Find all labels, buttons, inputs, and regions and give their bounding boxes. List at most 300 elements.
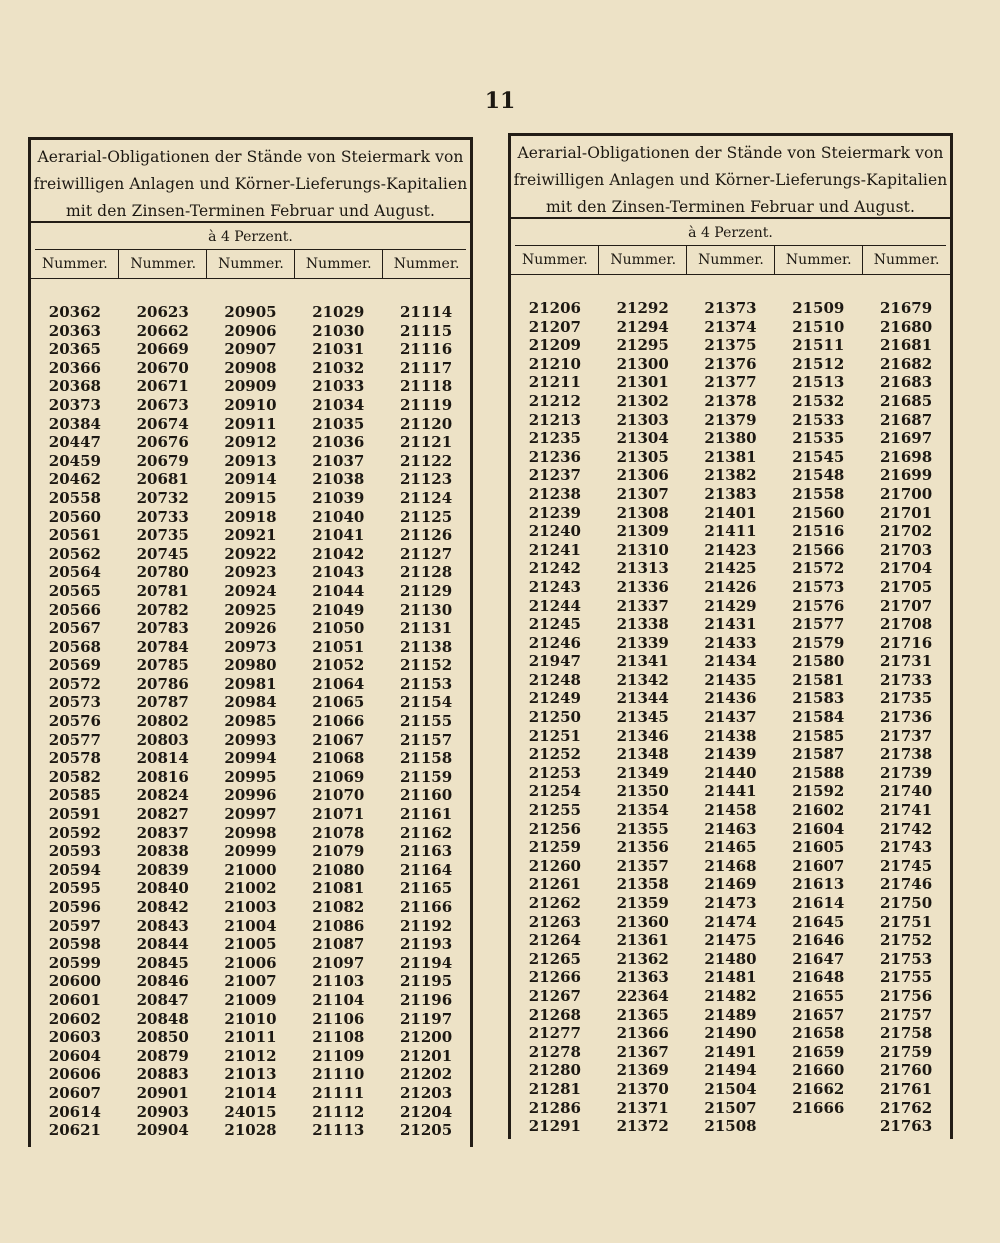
bond-number: 21253 (528, 763, 581, 782)
bond-number: 21262 (528, 894, 581, 912)
bond-number: 21756 (879, 986, 933, 1005)
bond-number: 21426 (704, 577, 757, 596)
bond-number: 21708 (879, 615, 933, 634)
bond-number: 21458 (704, 801, 757, 820)
bond-number: 21256 (528, 819, 581, 838)
bond-number: 21425 (704, 559, 757, 578)
bond-number: 21250 (528, 708, 581, 727)
bond-number: 21212 (528, 391, 581, 410)
number-column (207, 250, 295, 1141)
bond-number: 21682 (879, 354, 933, 373)
bond-number: 20993 (224, 730, 277, 749)
bond-number: 21342 (616, 670, 669, 689)
bond-number: 20844 (136, 935, 189, 954)
bond-number: 21118 (399, 377, 453, 396)
bond-number: 21740 (879, 782, 933, 801)
bond-number: 20839 (136, 860, 189, 879)
bond-number: 20567 (48, 619, 101, 638)
bond-number: 21159 (399, 767, 453, 786)
bond-number: 21235 (528, 429, 581, 448)
bond-number: 21510 (792, 317, 845, 336)
bond-number: 21291 (528, 1117, 581, 1136)
bond-number: 21197 (399, 1009, 453, 1028)
bond-number: 20561 (48, 526, 101, 545)
bond-number: 20670 (136, 358, 189, 377)
bond-number: 21349 (616, 763, 669, 782)
bond-number: 21281 (528, 1079, 581, 1098)
bond-number: 21050 (312, 619, 365, 638)
bond-number: 21482 (704, 986, 757, 1005)
bond-number: 21067 (312, 730, 365, 749)
bond-number: 20597 (48, 916, 101, 935)
bond-number: 21010 (224, 1009, 277, 1028)
bond-number: 21268 (528, 1005, 581, 1024)
bond-number: 21128 (399, 563, 453, 582)
bond-number: 20679 (136, 451, 189, 470)
bond-number: 20602 (48, 1009, 101, 1028)
bond-number: 20606 (48, 1065, 101, 1084)
bond-number: 21255 (528, 801, 581, 820)
bond-number: 21745 (879, 856, 933, 875)
bond-number: 21508 (704, 1117, 757, 1136)
bond-number: 21104 (312, 990, 365, 1009)
bond-number: 21030 (312, 321, 365, 340)
bond-number: 20368 (48, 377, 101, 396)
bond-number: 21742 (879, 819, 933, 838)
bond-number: 21434 (704, 652, 757, 671)
bond-number: 21739 (879, 763, 933, 782)
bond-number: 21044 (312, 581, 365, 600)
bond-number: 21370 (616, 1079, 669, 1098)
bond-number: 21264 (528, 931, 581, 950)
bond-number: 20981 (224, 674, 277, 693)
table-title (31, 140, 470, 223)
number-column (119, 250, 207, 1141)
bond-number: 21746 (879, 875, 933, 894)
bond-number: 21011 (224, 1028, 277, 1047)
bond-number: 21679 (879, 299, 933, 317)
bond-number: 21196 (399, 990, 453, 1009)
bond-number: 20922 (224, 544, 277, 563)
bond-number: 21086 (312, 916, 365, 935)
title-line: Aerarial-Obligationen der Stände von Steiermark von (37, 148, 464, 166)
title-line: freiwilligen Anlagen und Körner-Lieferungs-Kapitalien (33, 175, 468, 193)
bond-number: 21029 (312, 303, 365, 321)
bond-number: 20883 (136, 1065, 189, 1084)
bond-number: 21614 (792, 894, 845, 912)
bond-number: 21737 (879, 726, 933, 745)
bond-number: 20994 (224, 749, 277, 768)
bond-number: 21704 (879, 559, 933, 578)
bond-number: 21362 (616, 949, 669, 968)
bond-number: 21065 (312, 693, 365, 712)
bond-number: 21356 (616, 838, 669, 857)
bond-number: 21097 (312, 953, 365, 972)
bond-number: 21242 (528, 559, 581, 578)
bond-number: 21741 (879, 801, 933, 820)
bond-number: 21707 (879, 596, 933, 615)
bond-number: 20824 (136, 786, 189, 805)
bond-number: 21154 (399, 693, 453, 712)
bond-number: 21511 (792, 336, 845, 355)
bond-number: 21260 (528, 856, 581, 875)
bond-number: 22364 (616, 986, 669, 1005)
bond-number: 20904 (136, 1121, 189, 1140)
bond-number: 21560 (792, 503, 845, 522)
bond-number: 20985 (224, 712, 277, 731)
bond-number: 21533 (792, 410, 845, 429)
bond-number: 21239 (528, 503, 581, 522)
bond-table-left (28, 137, 473, 1147)
bond-number: 21032 (312, 358, 365, 377)
bond-number: 20560 (48, 507, 101, 526)
bond-number: 21211 (528, 373, 581, 392)
bond-number: 20827 (136, 805, 189, 824)
bond-number: 20366 (48, 358, 101, 377)
bond-number: 21209 (528, 336, 581, 355)
bond-number: 21440 (704, 763, 757, 782)
bond-number: 21585 (792, 726, 845, 745)
bond-number: 21429 (704, 596, 757, 615)
bond-number: 21306 (616, 466, 669, 485)
bond-number: 21647 (792, 949, 845, 968)
bond-number: 20784 (136, 637, 189, 656)
bond-number: 21005 (224, 935, 277, 954)
bond-number: 21433 (704, 633, 757, 652)
bond-number: 21153 (399, 674, 453, 693)
bond-number: 21516 (792, 522, 845, 541)
bond-number: 21757 (879, 1005, 933, 1024)
bond-number: 21657 (792, 1005, 845, 1024)
bond-number: 21580 (792, 652, 845, 671)
bond-number: 21363 (616, 968, 669, 987)
interest-rate-label: à 4 Perzent. (515, 221, 946, 246)
bond-number: 20600 (48, 972, 101, 991)
column-header: Nummer. (206, 250, 295, 279)
title-line: freiwilligen Anlagen und Körner-Lieferungs-Kapitalien (513, 171, 948, 189)
bond-number: 20564 (48, 563, 101, 582)
bond-number: 20362 (48, 303, 101, 321)
bond-number: 21241 (528, 540, 581, 559)
bond-number: 21437 (704, 708, 757, 727)
bond-number: 21110 (312, 1065, 365, 1084)
bond-number: 21114 (399, 303, 453, 321)
bond-number: 21157 (399, 730, 453, 749)
bond-number: 21034 (312, 395, 365, 414)
bond-number: 20603 (48, 1028, 101, 1047)
bond-number: 21079 (312, 842, 365, 861)
bond-number: 20462 (48, 470, 101, 489)
bond-number: 20838 (136, 842, 189, 861)
bond-number: 21087 (312, 935, 365, 954)
bond-number: 21697 (879, 429, 933, 448)
bond-number: 21439 (704, 745, 757, 764)
bond-number: 21763 (879, 1117, 933, 1136)
bond-number: 21566 (792, 540, 845, 559)
table-title (511, 136, 950, 219)
bond-number: 21733 (879, 670, 933, 689)
bond-number: 20996 (224, 786, 277, 805)
bond-number: 21303 (616, 410, 669, 429)
bond-number: 20921 (224, 526, 277, 545)
bond-number: 21716 (879, 633, 933, 652)
bond-number: 20908 (224, 358, 277, 377)
bond-number: 20802 (136, 712, 189, 731)
bond-number: 20842 (136, 898, 189, 916)
bond-number: 21699 (879, 466, 933, 485)
bond-number: 20816 (136, 767, 189, 786)
bond-number: 20848 (136, 1009, 189, 1028)
bond-number: 21463 (704, 819, 757, 838)
bond-number: 21687 (879, 410, 933, 429)
bond-number: 21194 (399, 953, 453, 972)
bond-number: 24015 (224, 1102, 277, 1121)
bond-number: 20910 (224, 395, 277, 414)
bond-number: 21431 (704, 615, 757, 634)
bond-number: 21681 (879, 336, 933, 355)
bond-number: 21588 (792, 763, 845, 782)
bond-number: 21736 (879, 708, 933, 727)
bond-number: 21377 (704, 373, 757, 392)
bond-number: 20363 (48, 321, 101, 340)
bond-number: 21246 (528, 633, 581, 652)
bond-number: 21481 (704, 968, 757, 987)
bond-number: 21367 (616, 1042, 669, 1061)
bond-number: 21292 (616, 299, 669, 317)
bond-number: 21473 (704, 894, 757, 912)
bond-number: 21131 (399, 619, 453, 638)
bond-number: 20572 (48, 674, 101, 693)
bond-number: 20997 (224, 805, 277, 824)
bond-number: 21117 (399, 358, 453, 377)
bond-number: 21263 (528, 912, 581, 931)
number-column (774, 246, 862, 1133)
bond-number: 21049 (312, 600, 365, 619)
bond-number: 21750 (879, 894, 933, 912)
bond-number: 21504 (704, 1079, 757, 1098)
bond-number: 21277 (528, 1024, 581, 1043)
bond-number: 20923 (224, 563, 277, 582)
bond-number: 21752 (879, 931, 933, 950)
bond-number: 21381 (704, 447, 757, 466)
bond-number: 21240 (528, 522, 581, 541)
bond-number: 20907 (224, 340, 277, 359)
bond-number: 20607 (48, 1083, 101, 1102)
bond-number: 21126 (399, 526, 453, 545)
bond-number: 21302 (616, 391, 669, 410)
bond-number: 21738 (879, 745, 933, 764)
bond-number: 21304 (616, 429, 669, 448)
bond-number: 21294 (616, 317, 669, 336)
bond-number: 21248 (528, 670, 581, 689)
bond-number: 21645 (792, 912, 845, 931)
bond-number: 20915 (224, 488, 277, 507)
bond-number: 21313 (616, 559, 669, 578)
bond-number: 21129 (399, 581, 453, 600)
bond-number: 21035 (312, 414, 365, 433)
bond-number: 21124 (399, 488, 453, 507)
bond-number: 21480 (704, 949, 757, 968)
bond-number: 21604 (792, 819, 845, 838)
bond-number: 21583 (792, 689, 845, 708)
bond-number: 20814 (136, 749, 189, 768)
bond-number: 20909 (224, 377, 277, 396)
bond-number: 20676 (136, 433, 189, 452)
bond-number: 20662 (136, 321, 189, 340)
bond-number: 21039 (312, 488, 365, 507)
bond-number: 21703 (879, 540, 933, 559)
bond-number: 20365 (48, 340, 101, 359)
bond-number: 20674 (136, 414, 189, 433)
bond-number: 21743 (879, 838, 933, 857)
bond-number: 21193 (399, 935, 453, 954)
bond-number: 21138 (399, 637, 453, 656)
bond-number: 21369 (616, 1061, 669, 1080)
bond-number: 20614 (48, 1102, 101, 1121)
bond-number: 21354 (616, 801, 669, 820)
bond-number: 21112 (312, 1102, 365, 1121)
bond-number: 21545 (792, 447, 845, 466)
bond-number: 20573 (48, 693, 101, 712)
column-header: Nummer. (294, 250, 383, 279)
bond-number: 21592 (792, 782, 845, 801)
bond-number: 21205 (399, 1121, 453, 1140)
bond-number: 20914 (224, 470, 277, 489)
bond-number: 21365 (616, 1005, 669, 1024)
bond-number: 21648 (792, 968, 845, 987)
bond-number: 20733 (136, 507, 189, 526)
bond-number: 21680 (879, 317, 933, 336)
bond-number: 21700 (879, 484, 933, 503)
title-line: mit den Zinsen-Terminen Februar und August. (65, 202, 436, 220)
bond-number: 21373 (704, 299, 757, 317)
bond-number: 21753 (879, 949, 933, 968)
bond-number: 20918 (224, 507, 277, 526)
bond-number: 21762 (879, 1098, 933, 1117)
bond-number: 20562 (48, 544, 101, 563)
bond-number: 21489 (704, 1005, 757, 1024)
bond-number: 20926 (224, 619, 277, 638)
bond-number: 21658 (792, 1024, 845, 1043)
bond-number: 21295 (616, 336, 669, 355)
bond-number: 21587 (792, 745, 845, 764)
bond-number: 20984 (224, 693, 277, 712)
bond-number: 21081 (312, 879, 365, 898)
bond-number: 21535 (792, 429, 845, 448)
bond-number: 20911 (224, 414, 277, 433)
bond-number: 20566 (48, 600, 101, 619)
bond-number: 21558 (792, 484, 845, 503)
bond-number: 21254 (528, 782, 581, 801)
bond-number: 20925 (224, 600, 277, 619)
bond-number: 20568 (48, 637, 101, 656)
bond-number: 21040 (312, 507, 365, 526)
number-column (382, 250, 470, 1141)
column-header: Nummer. (31, 250, 119, 279)
bond-number: 21698 (879, 447, 933, 466)
bond-number: 20593 (48, 842, 101, 861)
bond-number: 20905 (224, 303, 277, 321)
bond-number: 21344 (616, 689, 669, 708)
number-columns (511, 246, 950, 1136)
bond-number: 20847 (136, 990, 189, 1009)
bond-number: 21490 (704, 1024, 757, 1043)
bond-number: 21423 (704, 540, 757, 559)
bond-number: 20879 (136, 1046, 189, 1065)
bond-number: 20558 (48, 488, 101, 507)
bond-number: 21345 (616, 708, 669, 727)
bond-number: 20599 (48, 953, 101, 972)
bond-number: 21532 (792, 391, 845, 410)
bond-number: 21361 (616, 931, 669, 950)
bond-number: 21378 (704, 391, 757, 410)
bond-number: 20569 (48, 656, 101, 675)
bond-number: 21162 (399, 823, 453, 842)
bond-number: 20782 (136, 600, 189, 619)
bond-number: 21494 (704, 1061, 757, 1080)
bond-number: 20903 (136, 1102, 189, 1121)
bond-number: 21064 (312, 674, 365, 693)
bond-number: 20980 (224, 656, 277, 675)
bond-number: 20681 (136, 470, 189, 489)
bond-number: 21161 (399, 805, 453, 824)
bond-number: 21374 (704, 317, 757, 336)
bond-number: 21033 (312, 377, 365, 396)
bond-number: 21355 (616, 819, 669, 838)
bond-number: 21366 (616, 1024, 669, 1043)
bond-number: 21249 (528, 689, 581, 708)
bond-number: 21243 (528, 577, 581, 596)
bond-number: 20786 (136, 674, 189, 693)
bond-number: 21120 (399, 414, 453, 433)
bond-number: 21947 (528, 652, 581, 671)
bond-number: 21152 (399, 656, 453, 675)
bond-number: 21438 (704, 726, 757, 745)
bond-number: 21310 (616, 540, 669, 559)
bond-number: 21435 (704, 670, 757, 689)
bond-number: 21051 (312, 637, 365, 656)
bond-number: 20577 (48, 730, 101, 749)
bond-number: 21371 (616, 1098, 669, 1117)
bond-number: 21000 (224, 860, 277, 879)
bond-number: 21002 (224, 879, 277, 898)
title-line: Aerarial-Obligationen der Stände von Steiermark von (517, 144, 944, 162)
bond-number: 20735 (136, 526, 189, 545)
bond-number: 21660 (792, 1061, 845, 1080)
bond-number: 21259 (528, 838, 581, 857)
number-column (599, 246, 687, 1136)
bond-number: 21071 (312, 805, 365, 824)
bond-number: 21491 (704, 1042, 757, 1061)
bond-number: 21069 (312, 767, 365, 786)
bond-number: 21115 (399, 321, 453, 340)
bond-number: 21213 (528, 410, 581, 429)
bond-number: 20745 (136, 544, 189, 563)
bond-number: 21252 (528, 745, 581, 764)
bond-number: 21210 (528, 354, 581, 373)
bond-number: 21003 (224, 898, 277, 916)
bond-number: 21436 (704, 689, 757, 708)
bond-number: 21346 (616, 726, 669, 745)
bond-number: 21358 (616, 875, 669, 894)
bond-number: 21266 (528, 968, 581, 987)
bond-number: 20621 (48, 1121, 101, 1140)
bond-number: 21038 (312, 470, 365, 489)
bond-number: 20803 (136, 730, 189, 749)
bond-number: 21339 (616, 633, 669, 652)
bond-number: 21130 (399, 600, 453, 619)
bond-number: 21278 (528, 1042, 581, 1061)
